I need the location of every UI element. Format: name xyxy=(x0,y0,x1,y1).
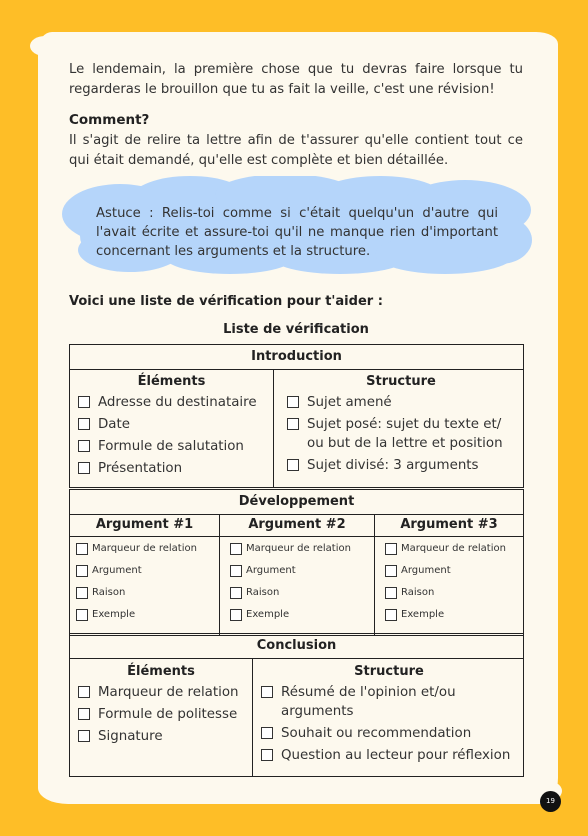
list-item[interactable]: Adresse du destinataire xyxy=(78,393,265,412)
list-item[interactable]: Argument xyxy=(385,564,513,578)
checklist-intro: Voici une liste de vérification pour t'aider : xyxy=(69,294,383,309)
intro-paragraph: Le lendemain, la première chose que tu devras faire lorsque tu regarderas le brouillon que tu as fait la veille, c'est une révision! xyxy=(69,62,523,97)
argument-1-heading: Argument #1 xyxy=(70,515,220,537)
list-item[interactable]: Présentation xyxy=(78,459,265,478)
page-number: 19 xyxy=(540,791,561,812)
conclusion-title: Conclusion xyxy=(70,634,524,659)
list-item[interactable]: Marqueur de relation xyxy=(230,542,364,556)
checkbox[interactable] xyxy=(78,462,90,474)
list-item[interactable]: Formule de politesse xyxy=(78,705,244,724)
checkbox[interactable] xyxy=(385,609,397,621)
conclusion-table xyxy=(69,633,524,777)
list-item[interactable]: Sujet divisé: 3 arguments xyxy=(287,456,515,475)
checkbox[interactable] xyxy=(230,609,242,621)
list-item[interactable]: Sujet posé: sujet du texte et/ ou but de la lettre et position xyxy=(287,415,515,453)
checkbox[interactable] xyxy=(78,440,90,452)
checkbox[interactable] xyxy=(385,587,397,599)
checklist-title: Liste de vérification xyxy=(223,322,369,337)
list-item[interactable]: Signature xyxy=(78,727,244,746)
checkbox[interactable] xyxy=(385,565,397,577)
list-item[interactable]: Exemple xyxy=(385,608,513,622)
checkbox[interactable] xyxy=(230,543,242,555)
list-item[interactable]: Date xyxy=(78,415,265,434)
list-item[interactable]: Question au lecteur pour réflexion xyxy=(261,746,517,765)
introduction-elements-heading: Éléments xyxy=(137,374,206,389)
list-item[interactable]: Raison xyxy=(385,586,513,600)
list-item[interactable]: Exemple xyxy=(76,608,213,622)
list-item[interactable]: Résumé de l'opinion et/ou arguments xyxy=(261,683,517,721)
introduction-structure-heading: Structure xyxy=(366,374,436,389)
checkbox[interactable] xyxy=(230,565,242,577)
list-item[interactable]: Exemple xyxy=(230,608,364,622)
developpement-table xyxy=(69,489,524,636)
checkbox[interactable] xyxy=(76,609,88,621)
list-item[interactable]: Marqueur de relation xyxy=(78,683,244,702)
checkbox[interactable] xyxy=(78,418,90,430)
argument-2-heading: Argument #2 xyxy=(220,515,375,537)
developpement-title: Développement xyxy=(70,490,524,515)
argument-3-heading: Argument #3 xyxy=(375,515,524,537)
paper-curl-top-left xyxy=(30,36,60,56)
checkbox[interactable] xyxy=(385,543,397,555)
list-item[interactable]: Marqueur de relation xyxy=(76,542,213,556)
list-item[interactable]: Argument xyxy=(230,564,364,578)
list-item[interactable]: Formule de salutation xyxy=(78,437,265,456)
list-item[interactable]: Raison xyxy=(76,586,213,600)
conclusion-elements-heading: Éléments xyxy=(127,664,195,679)
introduction-table xyxy=(69,344,524,488)
list-item[interactable]: Raison xyxy=(230,586,364,600)
checkbox[interactable] xyxy=(76,565,88,577)
checkbox[interactable] xyxy=(76,587,88,599)
list-item[interactable]: Marqueur de relation xyxy=(385,542,513,556)
conclusion-structure-heading: Structure xyxy=(354,664,424,679)
list-item[interactable]: Argument xyxy=(76,564,213,578)
list-item[interactable]: Sujet amené xyxy=(287,393,515,412)
checkbox[interactable] xyxy=(78,396,90,408)
checkbox[interactable] xyxy=(261,727,273,739)
checkbox[interactable] xyxy=(78,730,90,742)
introduction-title: Introduction xyxy=(70,345,524,370)
checkbox[interactable] xyxy=(78,708,90,720)
checkbox[interactable] xyxy=(76,543,88,555)
checkbox[interactable] xyxy=(78,686,90,698)
checkbox[interactable] xyxy=(287,418,299,430)
checkbox[interactable] xyxy=(230,587,242,599)
comment-paragraph: Il s'agit de relire ta lettre afin de t'assurer qu'elle contient tout ce qui était demandé, qu'elle est complète et bien détaillée. xyxy=(69,133,523,168)
comment-heading: Comment? xyxy=(69,112,150,128)
checkbox[interactable] xyxy=(261,686,273,698)
checkbox[interactable] xyxy=(287,396,299,408)
checkbox[interactable] xyxy=(261,749,273,761)
tip-text: Astuce : Relis-toi comme si c'était quelqu'un d'autre qui l'avait écrite et assure-toi qu'il ne manque rien d'important concernant les arguments et la structure. xyxy=(96,206,498,259)
checkbox[interactable] xyxy=(287,459,299,471)
list-item[interactable]: Souhait ou recommendation xyxy=(261,724,517,743)
